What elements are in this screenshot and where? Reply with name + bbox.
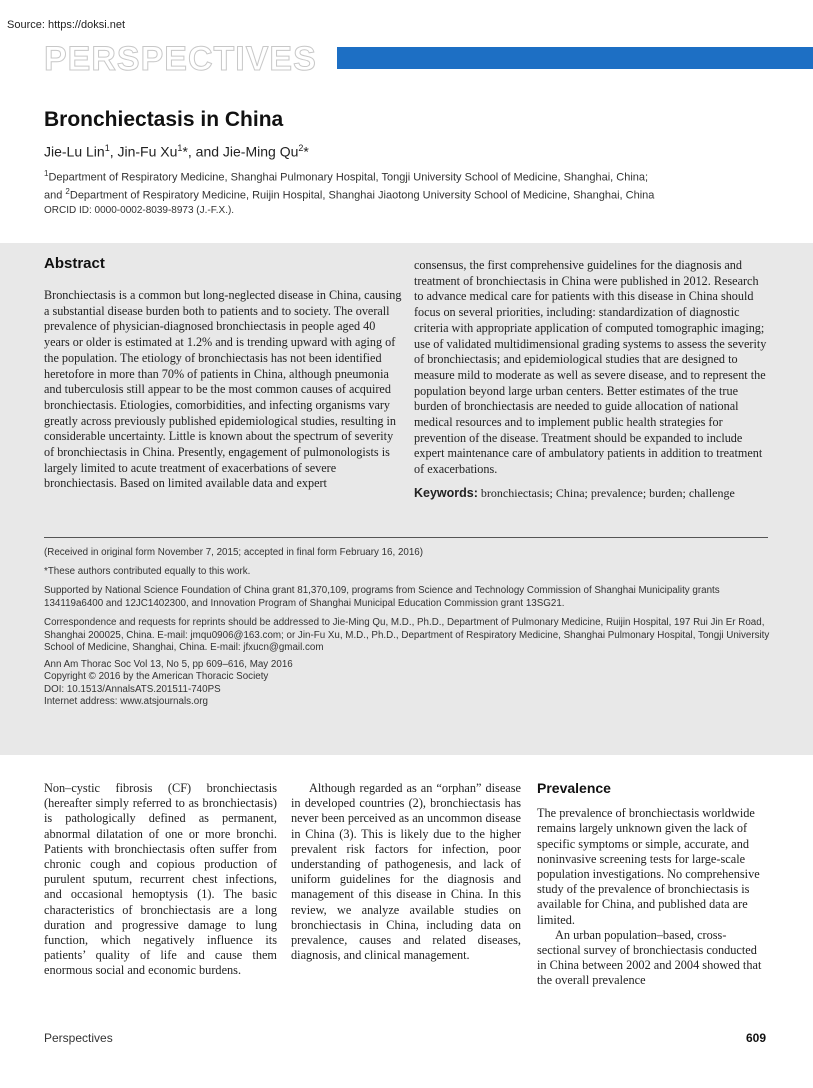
source-line: Source: https://doksi.net bbox=[7, 19, 126, 31]
author-name: *, and Jie-Ming Qu bbox=[182, 143, 299, 160]
article-title: Bronchiectasis in China bbox=[44, 108, 284, 131]
affiliation-text: Department of Respiratory Medicine, Ruijin Hospital, Shanghai Jiaotong University School of Medicine, Shanghai, China bbox=[69, 189, 655, 202]
section-banner-bar bbox=[337, 47, 813, 69]
copyright-line: Copyright © 2016 by the American Thoracic Society bbox=[44, 671, 269, 682]
author-note-mark: * bbox=[303, 143, 309, 160]
abstract-heading: Abstract bbox=[44, 255, 105, 272]
affiliations bbox=[44, 167, 784, 202]
body-column-3 bbox=[537, 781, 769, 989]
affiliation-mark: 1 bbox=[104, 143, 110, 153]
correspondence-note bbox=[44, 617, 772, 655]
citation-line: Ann Am Thorac Soc Vol 13, No 5, pp 609–616, May 2016 bbox=[44, 659, 293, 670]
affiliation-mark: 1 bbox=[177, 143, 183, 153]
correspondence-link[interactable]: Correspondence and requests for reprints should be addressed to Jie-Ming Qu, M.D., Ph.D., Department of Pulmonary Medicine, Ruijin Hospital, 197 Rui Jin Er Road, Shanghai 200025, China. E-mail: jmqu0906@163.com; or Jin-Fu Xu, M.D., Ph.D., Department of Respiratory Medicine, Shanghai Pulmonary Hospital, Tongji University School of Medicine, Shanghai, China. E-mail: jfxucn@gmail.com bbox=[44, 617, 770, 654]
affiliation-mark: 2 bbox=[65, 186, 70, 196]
equal-contribution-note: *These authors contributed equally to this work. bbox=[44, 566, 251, 577]
body-paragraph: Although regarded as an “orphan” disease in developed countries (2), bronchiectasis has never been perceived as an uncommon disease in China (3). This is likely due to the higher prevalent risk factors for infection, poor understanding of pathogenesis, and lack of uniform guidelines for the diagnosis and management of this disease in China. In this review, we analyze available studies on bronchiectasis in China, including data on prevalence, causes and related diseases, diagnosis, and clinical management. bbox=[291, 781, 521, 963]
orcid-line: ORCID ID: 0000-0002-8039-8973 (J.-F.X.). bbox=[44, 205, 235, 216]
journal-link[interactable]: Internet address: www.atsjournals.org bbox=[44, 696, 208, 707]
abstract-text-right: consensus, the first comprehensive guidelines for the diagnosis and treatment of bronchiectasis in China were published in 2012. Research to advance medical care for patients with this disease in China should focus on several priorities, including: standardization of diagnostic criteria with appropriate application of computed tomographic imaging; use of validated multidimensional grading systems to assess the severity of bronchiectasis; and epidemiological studies that are designed to measure mild to moderate as well as severe disease, and to represent the population beyond large urban centers. Better estimates of the true burden of bronchiectasis are needed to guide allocation of national medical resources and to implement public health strategies for prevention of the disease. Treatment should be expanded to include expert maintenance care of ambulatory patients in addition to treatment of exacerbations. bbox=[414, 258, 767, 477]
body-paragraph: An urban population–based, cross-sectional survey of bronchiectasis conducted in China between 2002 and 2004 showed that the overall prevalence bbox=[537, 927, 762, 988]
abstract-text-left: Bronchiectasis is a common but long-neglected disease in China, causing a substantial disease burden both to patients and to society. The overall prevalence of physician-diagnosed bronchiectasis in people aged 40 years or older is estimated at 1.2% and is trending upward with aging of the population. The etiology of bronchiectasis has not been identified heretofore in more than 70% of patients in China, although pneumonia and tuberculosis still appear to be the most common causes of acquired bronchiectasis. Etiologies, comorbidities, and infecting organisms vary greatly across previously published epidemiological studies, resulting in considerable uncertainty. Little is known about the spectrum of severity of bronchiectasis in China. Presently, engagement of pulmonologists is largely limited to acute treatment of exacerbations of severe bronchiectasis. Based on limited available data and expert bbox=[44, 288, 402, 491]
received-dates: (Received in original form November 7, 2015; accepted in final form February 16, 2016) bbox=[44, 547, 424, 558]
doi-line bbox=[44, 684, 772, 697]
funding-note: Supported by National Science Foundation of China grant 81,370,109, programs from Science and Technology Commission of Shanghai Municipality grants 134119a6400 and 12JC1402300, and Innovation Program of Shanghai Municipal Education Commission grant 13SG21. bbox=[44, 585, 720, 609]
section-heading-prevalence: Prevalence bbox=[537, 780, 611, 796]
author-name: , Jin-Fu Xu bbox=[109, 143, 178, 160]
body-paragraph: The prevalence of bronchiectasis worldwide remains largely unknown given the lack of specific symptoms or simple, accurate, and noninvasive screening tests for large-scale population investigations. No comprehensive study of the prevalence of bronchiectasis is available for China, and published data are limited. bbox=[537, 806, 760, 927]
affiliation-line bbox=[44, 167, 784, 185]
affiliation-text: and bbox=[44, 189, 66, 202]
footer-section-name: Perspectives bbox=[44, 1031, 113, 1045]
keywords bbox=[414, 486, 774, 501]
affiliation-mark: 1 bbox=[44, 169, 49, 178]
section-banner-text: PERSPECTIVES bbox=[44, 40, 317, 78]
keywords-label: Keywords: bbox=[414, 486, 478, 500]
affiliation-text: Department of Respiratory Medicine, Shanghai Pulmonary Hospital, Tongji University School of Medicine, Shanghai, China; bbox=[48, 171, 649, 184]
doi-link[interactable]: DOI: 10.1513/AnnalsATS.201511-740PS bbox=[44, 684, 221, 695]
body-column-2 bbox=[291, 781, 521, 963]
author-list bbox=[44, 143, 309, 160]
keywords-list: bronchiectasis; China; prevalence; burden; challenge bbox=[477, 486, 735, 500]
affiliation-mark: 2 bbox=[298, 143, 304, 153]
page-number: 609 bbox=[746, 1031, 767, 1045]
body-column-1: Non–cystic fibrosis (CF) bronchiectasis (hereafter simply referred to as bronchiectasis) is pathologically defined as permanent, abnormal dilatation of one or more bronchi. Patients with bronchiectasis often suffer from chronic cough and copious production of purulent sputum, recurrent chest infections, and occasional hemoptysis (1). The basic characteristics of bronchiectasis are a long duration and progressive damage to lung function, which negatively influence its patients’ quality of life and cause them enormous social and economic burdens. bbox=[44, 781, 277, 978]
affiliation-line bbox=[44, 185, 784, 203]
divider bbox=[44, 537, 768, 538]
internet-line bbox=[44, 696, 772, 709]
author-name: Jie-Lu Lin bbox=[44, 143, 105, 160]
